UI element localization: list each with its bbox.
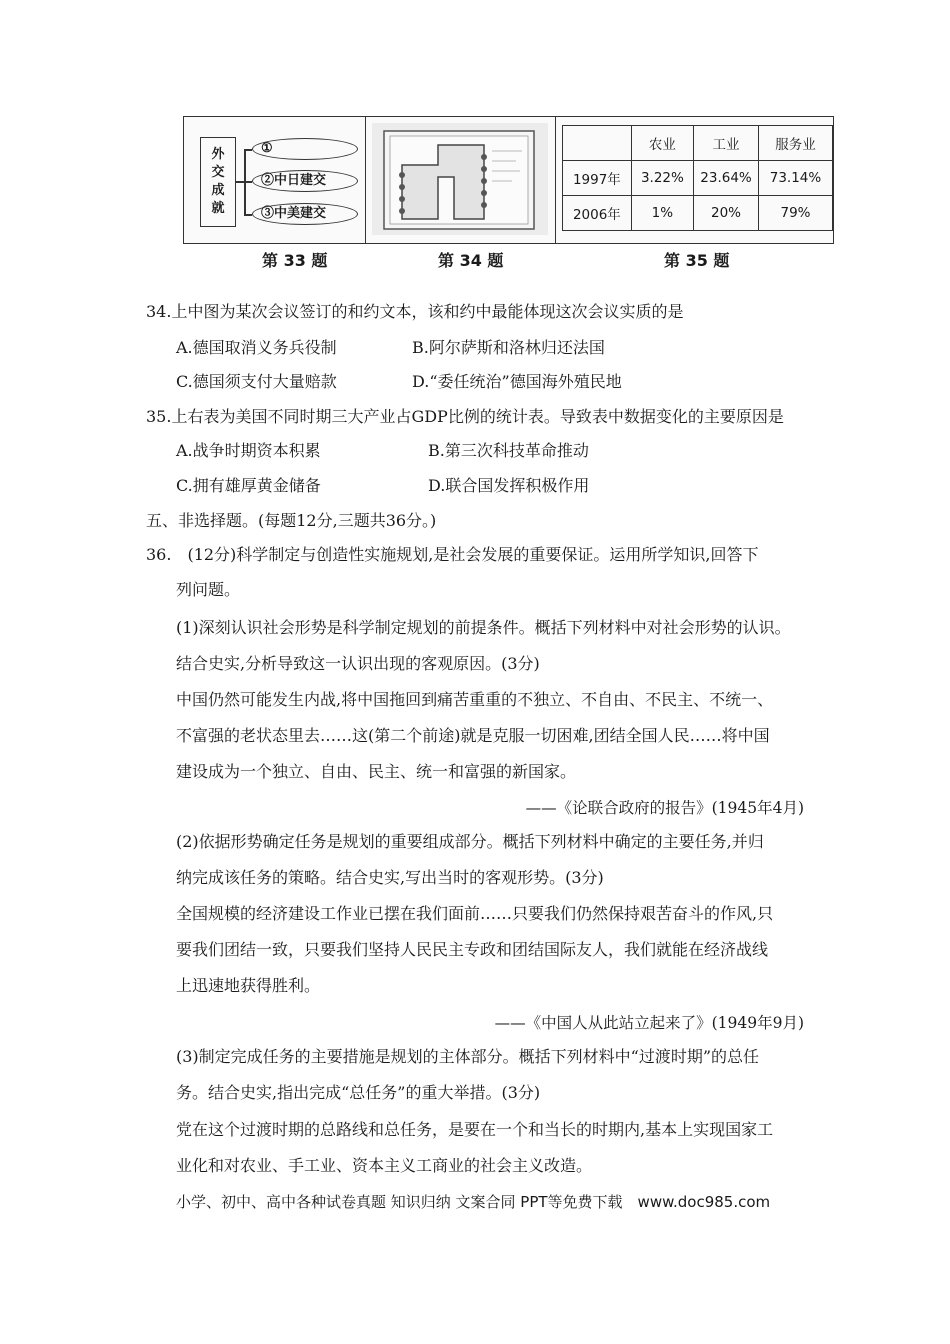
q35-table (556, 117, 833, 243)
table-cell: 2006年 (563, 196, 632, 231)
table-header-cell: 工业 (694, 126, 759, 161)
q36-part2-material: 要我们团结一致，只要我们坚持人民民主专政和团结国际友人，我们就能在经济战线 (176, 940, 769, 959)
q36-stem-line1: 36. (12分)科学制定与创造性实施规划,是社会发展的重要保证。运用所学知识,回答下 (146, 545, 759, 564)
q36-part2-material: 全国规模的经济建设工作业已摆在我们面前……只要我们仍然保持艰苦奋斗的作风,只 (176, 904, 774, 923)
label-char: 外 (211, 147, 225, 162)
q36-part2-source: ——《中国人从此站立起来了》(1949年9月) (494, 1014, 804, 1032)
q34-stem: 34.上中图为某次会议签订的和约文本，该和约中最能体现这次会议实质的是 (146, 302, 684, 321)
q36-part3-question: 务。结合史实,指出完成“总任务”的重大举措。(3分) (176, 1083, 541, 1102)
caption-q33: 第 33 题 (262, 251, 328, 270)
q36-part2-material: 上迅速地获得胜利。 (176, 976, 321, 995)
table-header-cell: 服务业 (758, 126, 832, 161)
caption-q34: 第 34 题 (438, 251, 504, 270)
diplomacy-label-box (200, 137, 236, 227)
table-header-row (563, 126, 833, 161)
table-cell: 20% (694, 196, 759, 231)
q36-part2-question: (2)依据形势确定任务是规划的重要组成部分。概括下列材料中确定的主要任务,并归 (176, 832, 764, 851)
q34-option-c: C.德国须支付大量赔款 (176, 372, 337, 391)
connector (244, 214, 252, 216)
q36-part1-material: 建设成为一个独立、自由、民主、统一和富强的新国家。 (176, 762, 577, 781)
achievement-oval: ① (252, 138, 358, 160)
caption-q35: 第 35 题 (664, 251, 730, 270)
q35-option-d: D.联合国发挥积极作用 (428, 476, 590, 495)
q33-diagram (184, 117, 366, 243)
q36-part3-material: 业化和对农业、手工业、资本主义工商业的社会主义改造。 (176, 1156, 593, 1175)
achievement-oval: ②中日建交 (252, 170, 358, 192)
gdp-table (562, 125, 833, 231)
connector (244, 149, 252, 151)
connector (236, 181, 244, 183)
figure-strip (183, 116, 834, 244)
table-cell: 3.22% (631, 161, 693, 196)
q36-part1-question: 结合史实,分析导致这一认识出现的客观原因。(3分) (176, 654, 540, 673)
q34-option-a: A.德国取消义务兵役制 (176, 338, 337, 357)
achievement-oval: ③中美建交 (252, 203, 358, 225)
table-cell: 23.64% (694, 161, 759, 196)
table-cell: 1997年 (563, 161, 632, 196)
table-row (563, 196, 833, 231)
q34-image (366, 117, 556, 243)
table-row (563, 161, 833, 196)
section-heading: 五、非选择题。(每题12分,三题共36分。) (146, 511, 437, 530)
table-cell (563, 126, 632, 161)
footer-text: 小学、初中、高中各种试卷真题 知识归纳 文案合同 PPT等免费下载 www.doc985.com (176, 1193, 771, 1211)
q36-part2-question: 纳完成该任务的策略。结合史实,写出当时的客观形势。(3分) (176, 868, 604, 887)
q36-part1-source: ——《论联合政府的报告》(1945年4月) (525, 799, 804, 817)
q36-part3-material: 党在这个过渡时期的总路线和总任务，是要在一个和当长的时期内,基本上实现国家工 (176, 1120, 774, 1139)
table-cell: 79% (758, 196, 832, 231)
label-char: 交 (211, 165, 225, 180)
table-cell: 73.14% (758, 161, 832, 196)
label-char: 成 (211, 183, 225, 198)
q35-option-b: B.第三次科技革命推动 (428, 441, 589, 460)
q35-option-c: C.拥有雄厚黄金储备 (176, 476, 321, 495)
q34-option-b: B.阿尔萨斯和洛林归还法国 (412, 338, 605, 357)
q36-part1-material: 不富强的老状态里去……这(第二个前途)就是克服一切困难,团结全国人民……将中国 (176, 726, 770, 745)
q34-option-d: D.“委任统治”德国海外殖民地 (412, 372, 622, 391)
table-cell: 1% (631, 196, 693, 231)
table-header-cell: 农业 (631, 126, 693, 161)
q36-part1-material: 中国仍然可能发生内战,将中国拖回到痛苦重重的不独立、不自由、不民主、不统一、 (176, 690, 774, 709)
q35-stem: 35.上右表为美国不同时期三大产业占GDP比例的统计表。导致表中数据变化的主要原因是 (146, 407, 784, 426)
q36-part1-question: (1)深刻认识社会形势是科学制定规划的前提条件。概括下列材料中对社会形势的认识。 (176, 618, 791, 637)
q36-part3-question: (3)制定完成任务的主要措施是规划的主体部分。概括下列材料中“过渡时期”的总任 (176, 1047, 760, 1066)
q36-stem-line2: 列问题。 (176, 580, 241, 599)
label-char: 就 (211, 201, 225, 216)
q35-option-a: A.战争时期资本积累 (176, 441, 321, 460)
treaty-document-image (366, 117, 554, 242)
connector (244, 181, 252, 183)
